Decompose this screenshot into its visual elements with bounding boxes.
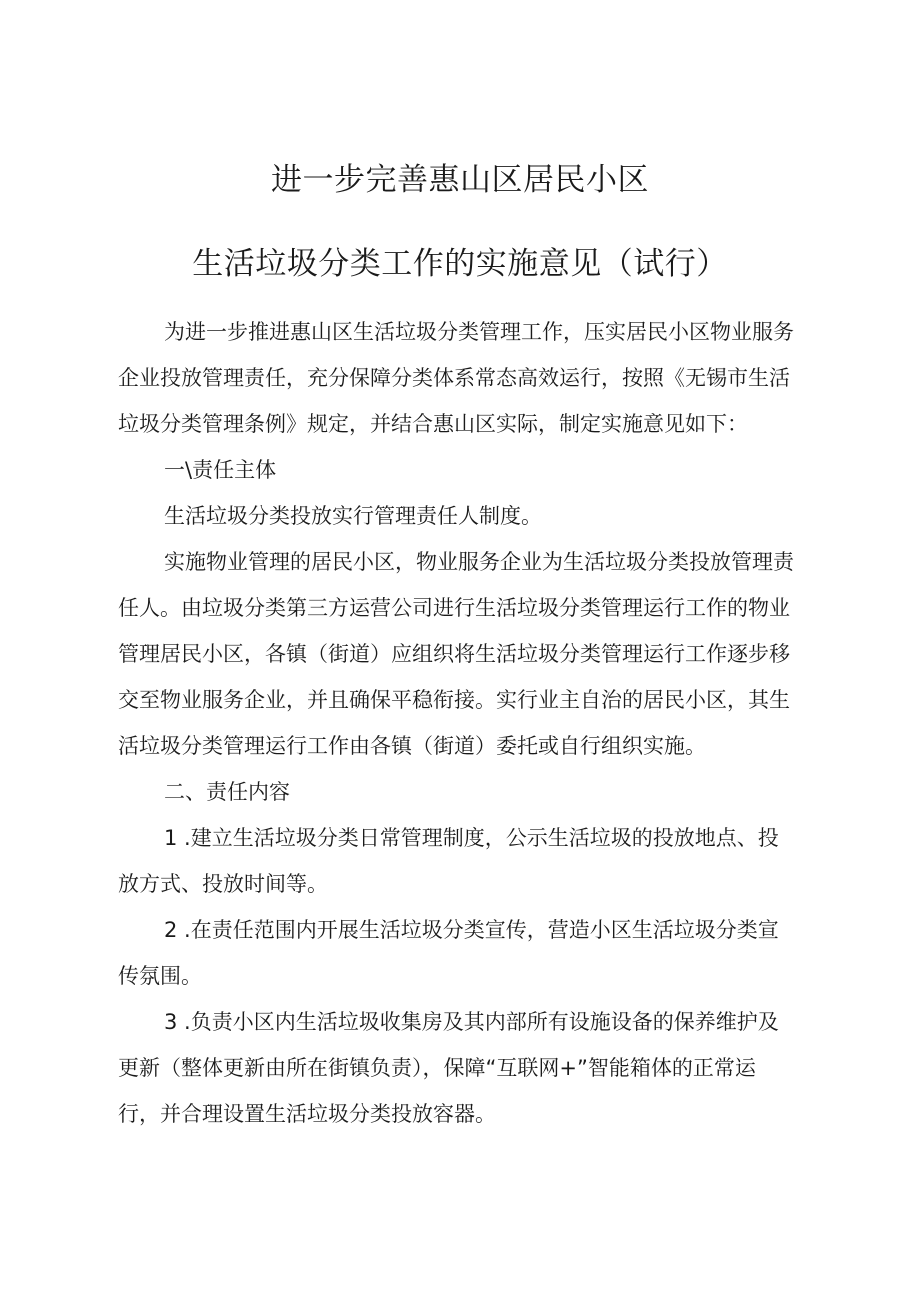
text-line: 实施物业管理的居民小区，物业服务企业为生活垃圾分类投放管理责 <box>164 550 794 574</box>
text-line: 为进一步推进惠山区生活垃圾分类管理工作，压实居民小区物业服务 <box>164 320 794 344</box>
text-line: 1 .建立生活垃圾分类日常管理制度，公示生活垃圾的投放地点、投 <box>164 826 779 850</box>
section1-heading: 一\责任主体 <box>164 458 277 482</box>
text-line: 管理居民小区，各镇（街道）应组织将生活垃圾分类管理运行工作逐步移 <box>118 642 790 666</box>
intro-paragraph <box>118 309 802 447</box>
text-line: 3 .负责小区内生活垃圾收集房及其内部所有设施设备的保养维护及 <box>164 1010 779 1034</box>
text-line: 放方式、投放时间等。 <box>118 872 328 896</box>
document-title-line1: 进一步完善惠山区居民小区 <box>271 162 649 198</box>
text-line: 行，并合理设置生活垃圾分类投放容器。 <box>118 1102 496 1126</box>
section1-paragraph1: 生活垃圾分类投放实行管理责任人制度。 <box>164 504 542 528</box>
text-line: 任人。由垃圾分类第三方运营公司进行生活垃圾分类管理运行工作的物业 <box>118 596 790 620</box>
item-2 <box>118 907 802 999</box>
item-3 <box>118 999 802 1137</box>
text-line: 企业投放管理责任，充分保障分类体系常态高效运行，按照《无锡市生活 <box>118 366 790 390</box>
text-line: 更新（整体更新由所在街镇负责），保障“互联网+”智能箱体的正常运 <box>118 1056 756 1080</box>
text-line: 传氛围。 <box>118 964 202 988</box>
text-line: 2 .在责任范围内开展生活垃圾分类宣传，营造小区生活垃圾分类宣 <box>164 918 779 942</box>
section2-heading: 二、责任内容 <box>164 780 290 804</box>
text-line: 活垃圾分类管理运行工作由各镇（街道）委托或自行组织实施。 <box>118 734 706 758</box>
text-line: 交至物业服务企业，并且确保平稳衔接。实行业主自治的居民小区，其生 <box>118 688 790 712</box>
document-title-line2: 生活垃圾分类工作的实施意见（试行） <box>192 246 728 282</box>
text-line: 垃圾分类管理条例》规定，并结合惠山区实际，制定实施意见如下： <box>118 412 748 436</box>
item-1 <box>118 815 802 907</box>
section1-paragraph2 <box>118 539 802 769</box>
